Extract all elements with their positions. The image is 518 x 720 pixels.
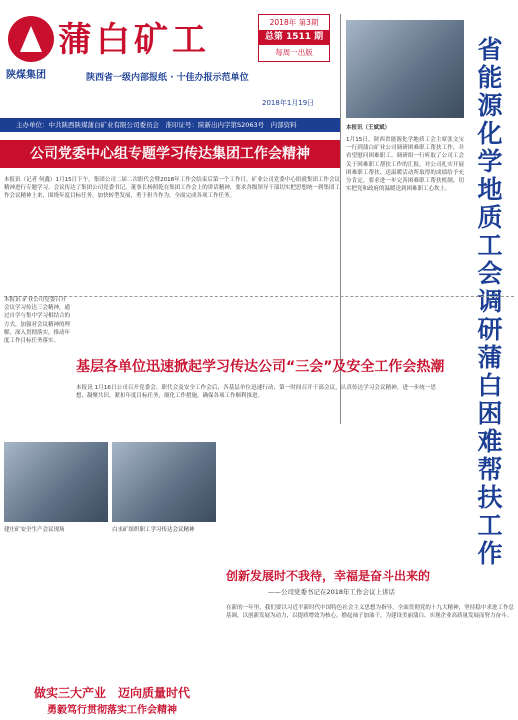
photo-left-caption: 建庄矿安全生产会议现场 (4, 527, 65, 533)
photo-right-caption: 白水矿组织职工学习传达会议精神 (112, 527, 195, 533)
right-column-body: 1月15日，陕西省能源化学地质工会主席张文宝一行到蒲白矿业公司调研困难职工帮扶工作，并看望慰问困难职工。调研组一行听取了公司工会关于困难职工帮扶工作的汇报，对公司扎实开展困难职工帮扶、送温暖活动所取得的成绩给予充分肯定，要求进一步完善困难职工帮扶机制，切实把党和政府的温暖送到困难职工心坎上。 (346, 137, 464, 193)
group-name: 陕煤集团 (6, 70, 46, 81)
right-column-vertical-title: 省能源化学地质工会调研蒲白困难帮扶工作 (477, 35, 503, 568)
left-sidebar (4, 296, 70, 345)
issue-total: 总第 1511 期 (259, 30, 329, 45)
headline-1-body: 本报讯（记者 何鑫）1月15日下午，集团公司二届二次职代会暨2018年工作会结束后第一个工作日，矿业公司党委中心组就集团工作会议精神进行专题学习。会议传达了集团公司党委书记、董事长杨照乾在集团工作会上的讲话精神，要求各级领导干部切实把思想统一到集团工作会议精神上来，围绕年度目标任务，加快转型发展，勇于担当作为，全面完成各项工作任务。 (4, 177, 340, 200)
photo-left (4, 442, 108, 522)
issue-info-box (258, 14, 330, 62)
headline-1-band (0, 140, 340, 168)
left-sidebar-body: 本报讯 矿业公司党委召开会议学习传达三会精神，通过自学与集中学习相结合的方式，加强对会议精神的理解，深入贯彻落实，推动年度工作目标任务落实。 (4, 297, 71, 345)
headline-3-body: 在新的一年里，我们要以习近平新时代中国特色社会主义思想为指导，全面贯彻党的十九大精神，坚持稳中求进工作总基调，以创新发展为动力，以提质增效为核心，撸起袖子加油干，为建设美丽蒲白、实现企业高质量发展而努力奋斗。 (226, 605, 514, 620)
headline-2-title: 基层各单位迅速掀起学习传达公司“三会”及安全工作会热潮 (76, 359, 445, 375)
paper-name: 蒲白矿工 (58, 20, 210, 60)
issue-schedule: 每周一出版 (275, 48, 313, 57)
slogan: 陕西省一级内部报纸 · 十佳办报示范单位 (86, 73, 249, 83)
section-divider (4, 296, 514, 297)
headline-1-title: 公司党委中心组专题学习传达集团工作会精神 (30, 146, 310, 162)
right-column-photo (346, 20, 464, 118)
right-column-reporter: 本报讯（王斌斌） (346, 125, 391, 131)
bottom-left-headline (4, 684, 220, 716)
publisher-bar: 主办单位：中共陕西陕煤蒲白矿业有限公司委员会 准印证号：陕新出内字第S2063号 内部资料 (0, 118, 340, 132)
headline-3-title: 创新发展时不我待，幸福是奋斗出来的 (226, 569, 431, 583)
issue-date: 2018年1月19日 (262, 99, 315, 107)
headline-3-subtitle: ——公司党委书记在2018年工作会议上讲话 (268, 588, 396, 596)
bottom-left-line2: 勇毅笃行贯彻落实工作会精神 (47, 705, 177, 716)
headline-2-body: 本报讯 1月16日公司召开党委会、职代会及安全工作会后，各基层单位迅速行动，第一时间召开干部会议，认真传达学习会议精神，进一步统一思想，凝聚共识，紧扣年度目标任务，细化工作措施，确保各项工作顺利推进。 (76, 385, 436, 400)
issue-year: 2018年 第3期 (269, 18, 319, 27)
bottom-left-line1: 做实三大产业 迈向质量时代 (33, 686, 190, 700)
photo-right (112, 442, 216, 522)
group-logo-icon (8, 16, 54, 62)
